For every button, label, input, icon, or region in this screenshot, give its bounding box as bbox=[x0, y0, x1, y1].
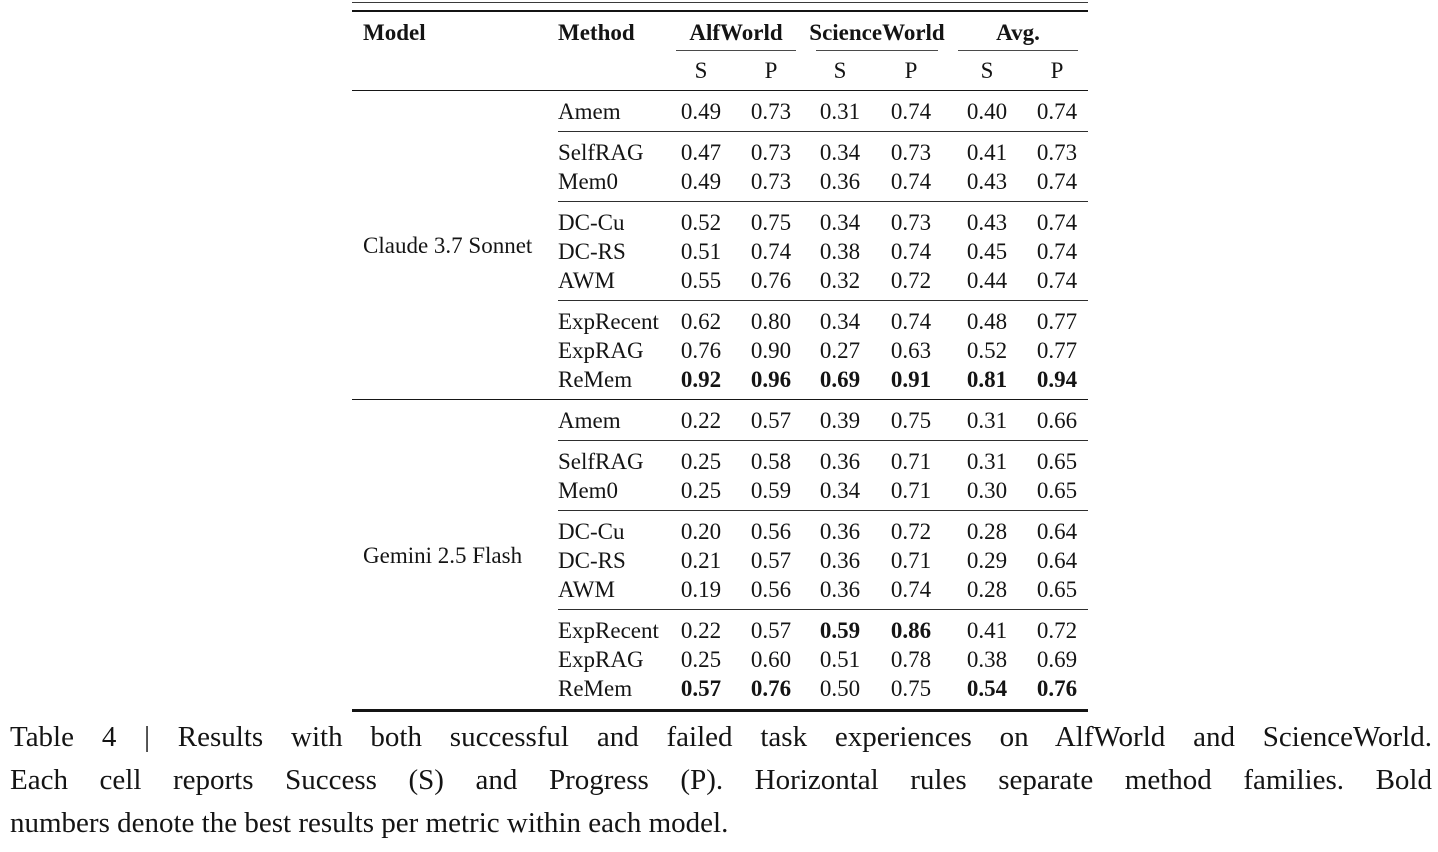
value-cell: 0.56 bbox=[750, 577, 792, 602]
value-cell: 0.94 bbox=[1036, 367, 1078, 392]
value-cell: 0.22 bbox=[666, 610, 736, 646]
value-cell: 0.69 bbox=[819, 367, 861, 392]
value-cell: 0.31 bbox=[948, 441, 1026, 477]
value-cell: 0.86 bbox=[874, 610, 948, 646]
value-cell: 0.73 bbox=[874, 132, 948, 168]
value-cell: 0.73 bbox=[1026, 132, 1088, 168]
value-cell: 0.57 bbox=[736, 400, 806, 441]
value-cell: 0.76 bbox=[750, 676, 792, 701]
subheader-alfworld-s: S bbox=[694, 58, 708, 83]
value-cell: 0.41 bbox=[948, 610, 1026, 646]
value-cell: 0.76 bbox=[680, 338, 722, 363]
value-cell: 0.34 bbox=[806, 202, 874, 238]
value-cell: 0.25 bbox=[666, 441, 736, 477]
value-cell: 0.58 bbox=[736, 441, 806, 477]
header-group-row bbox=[352, 11, 1088, 51]
value-cell: 0.65 bbox=[1036, 478, 1078, 503]
method-name: ExpRAG bbox=[558, 338, 644, 363]
value-cell: 0.43 bbox=[966, 169, 1008, 194]
value-cell: 0.29 bbox=[966, 548, 1008, 573]
value-cell: 0.80 bbox=[736, 301, 806, 337]
value-cell: 0.52 bbox=[666, 202, 736, 238]
value-cell: 0.49 bbox=[680, 99, 722, 124]
value-cell: 0.74 bbox=[890, 577, 932, 602]
method-name: ExpRecent bbox=[558, 610, 666, 646]
method-name: Amem bbox=[558, 99, 621, 124]
caption-line-2: Each cell reports Success (S) and Progress (P). Horizontal rules separate method families. Bold bbox=[10, 764, 1432, 796]
value-cell: 0.31 bbox=[819, 99, 861, 124]
value-cell: 0.74 bbox=[750, 239, 792, 264]
value-cell: 0.34 bbox=[806, 132, 874, 168]
value-cell: 0.74 bbox=[874, 301, 948, 337]
value-cell: 0.51 bbox=[680, 239, 722, 264]
value-cell: 0.81 bbox=[966, 367, 1008, 392]
value-cell: 0.60 bbox=[750, 647, 792, 672]
value-cell: 0.57 bbox=[736, 610, 806, 646]
column-group-alfworld bbox=[666, 11, 806, 51]
value-cell: 0.59 bbox=[750, 478, 792, 503]
group-label-scienceworld: ScienceWorld bbox=[809, 20, 945, 45]
value-cell: 0.54 bbox=[966, 676, 1008, 701]
value-cell: 0.65 bbox=[1036, 577, 1078, 602]
method-name: SelfRAG bbox=[558, 132, 666, 168]
value-cell: 0.74 bbox=[1036, 268, 1078, 293]
value-cell: 0.72 bbox=[874, 511, 948, 547]
method-name: DC-RS bbox=[558, 239, 626, 264]
value-cell: 0.73 bbox=[874, 202, 948, 238]
value-cell: 0.34 bbox=[806, 301, 874, 337]
value-cell: 0.72 bbox=[890, 268, 932, 293]
table-header bbox=[352, 11, 1088, 91]
value-cell: 0.25 bbox=[680, 478, 722, 503]
value-cell: 0.71 bbox=[890, 478, 932, 503]
value-cell: 0.28 bbox=[966, 577, 1008, 602]
value-cell: 0.64 bbox=[1036, 548, 1078, 573]
value-cell: 0.69 bbox=[1036, 647, 1078, 672]
model-block bbox=[352, 400, 1088, 711]
value-cell: 0.74 bbox=[890, 239, 932, 264]
value-cell: 0.34 bbox=[819, 478, 861, 503]
value-cell: 0.96 bbox=[750, 367, 792, 392]
table-row bbox=[352, 91, 1088, 132]
method-name: ReMem bbox=[558, 676, 633, 701]
caption-line-3: numbers denote the best results per metric within each model. bbox=[10, 807, 729, 839]
value-cell: 0.75 bbox=[890, 676, 932, 701]
value-cell: 0.74 bbox=[1036, 99, 1078, 124]
method-name: Mem0 bbox=[558, 169, 619, 194]
value-cell: 0.72 bbox=[1026, 610, 1088, 646]
value-cell: 0.27 bbox=[819, 338, 861, 363]
subheader-scienceworld-p: P bbox=[904, 58, 918, 83]
value-cell: 0.57 bbox=[680, 676, 722, 701]
method-name: ExpRAG bbox=[558, 647, 644, 672]
value-cell: 0.59 bbox=[806, 610, 874, 646]
value-cell: 0.78 bbox=[890, 647, 932, 672]
value-cell: 0.32 bbox=[819, 268, 861, 293]
method-name: Mem0 bbox=[558, 478, 619, 503]
method-name: Amem bbox=[558, 400, 666, 441]
value-cell: 0.77 bbox=[1026, 301, 1088, 337]
results-table-container bbox=[352, 2, 1088, 712]
value-cell: 0.55 bbox=[680, 268, 722, 293]
value-cell: 0.62 bbox=[666, 301, 736, 337]
value-cell: 0.91 bbox=[890, 367, 932, 392]
value-cell: 0.49 bbox=[680, 169, 722, 194]
value-cell: 0.36 bbox=[806, 441, 874, 477]
value-cell: 0.73 bbox=[750, 99, 792, 124]
value-cell: 0.41 bbox=[948, 132, 1026, 168]
column-group-avg bbox=[948, 11, 1088, 51]
results-table bbox=[352, 10, 1088, 712]
method-name: AWM bbox=[558, 577, 615, 602]
value-cell: 0.74 bbox=[1036, 239, 1078, 264]
model-name: Claude 3.7 Sonnet bbox=[363, 233, 533, 258]
value-cell: 0.45 bbox=[966, 239, 1008, 264]
method-name: AWM bbox=[558, 268, 615, 293]
value-cell: 0.38 bbox=[966, 647, 1008, 672]
value-cell: 0.64 bbox=[1026, 511, 1088, 547]
subheader-scienceworld-s: S bbox=[833, 58, 847, 83]
value-cell: 0.56 bbox=[736, 511, 806, 547]
value-cell: 0.76 bbox=[750, 268, 792, 293]
value-cell: 0.63 bbox=[890, 338, 932, 363]
value-cell: 0.74 bbox=[890, 169, 932, 194]
method-name: DC-Cu bbox=[558, 511, 666, 547]
method-name: ExpRecent bbox=[558, 301, 666, 337]
value-cell: 0.36 bbox=[819, 169, 861, 194]
value-cell: 0.36 bbox=[806, 511, 874, 547]
value-cell: 0.20 bbox=[666, 511, 736, 547]
value-cell: 0.74 bbox=[890, 99, 932, 124]
method-name: SelfRAG bbox=[558, 441, 666, 477]
method-name: DC-Cu bbox=[558, 202, 666, 238]
value-cell: 0.47 bbox=[666, 132, 736, 168]
value-cell: 0.36 bbox=[819, 548, 861, 573]
subheader-avg-s: S bbox=[980, 58, 994, 83]
group-label-alfworld: AlfWorld bbox=[689, 20, 783, 45]
value-cell: 0.51 bbox=[819, 647, 861, 672]
value-cell: 0.71 bbox=[890, 548, 932, 573]
value-cell: 0.39 bbox=[806, 400, 874, 441]
value-cell: 0.25 bbox=[680, 647, 722, 672]
value-cell: 0.43 bbox=[948, 202, 1026, 238]
value-cell: 0.36 bbox=[819, 577, 861, 602]
value-cell: 0.40 bbox=[966, 99, 1008, 124]
value-cell: 0.44 bbox=[966, 268, 1008, 293]
value-cell: 0.52 bbox=[966, 338, 1008, 363]
value-cell: 0.75 bbox=[736, 202, 806, 238]
table-caption bbox=[10, 716, 1432, 845]
value-cell: 0.75 bbox=[874, 400, 948, 441]
value-cell: 0.50 bbox=[819, 676, 861, 701]
value-cell: 0.71 bbox=[874, 441, 948, 477]
value-cell: 0.21 bbox=[680, 548, 722, 573]
table-row bbox=[352, 400, 1088, 441]
caption-line-1: Table 4 | Results with both successful and failed task experiences on AlfWorld and ScienceWorld. bbox=[10, 721, 1432, 753]
method-name: DC-RS bbox=[558, 548, 626, 573]
value-cell: 0.74 bbox=[1026, 202, 1088, 238]
subheader-avg-p: P bbox=[1050, 58, 1064, 83]
value-cell: 0.57 bbox=[750, 548, 792, 573]
value-cell: 0.77 bbox=[1036, 338, 1078, 363]
value-cell: 0.74 bbox=[1036, 169, 1078, 194]
value-cell: 0.73 bbox=[750, 169, 792, 194]
value-cell: 0.48 bbox=[948, 301, 1026, 337]
value-cell: 0.30 bbox=[966, 478, 1008, 503]
value-cell: 0.38 bbox=[819, 239, 861, 264]
model-block bbox=[352, 91, 1088, 400]
value-cell: 0.73 bbox=[736, 132, 806, 168]
value-cell: 0.90 bbox=[750, 338, 792, 363]
value-cell: 0.66 bbox=[1026, 400, 1088, 441]
column-header-method: Method bbox=[558, 20, 635, 45]
group-label-avg: Avg. bbox=[996, 20, 1040, 45]
column-header-model: Model bbox=[363, 20, 426, 45]
value-cell: 0.28 bbox=[948, 511, 1026, 547]
value-cell: 0.31 bbox=[948, 400, 1026, 441]
column-group-scienceworld bbox=[806, 11, 948, 51]
value-cell: 0.92 bbox=[680, 367, 722, 392]
value-cell: 0.76 bbox=[1036, 676, 1078, 701]
value-cell: 0.19 bbox=[680, 577, 722, 602]
method-name: ReMem bbox=[558, 367, 633, 392]
value-cell: 0.22 bbox=[666, 400, 736, 441]
model-name: Gemini 2.5 Flash bbox=[352, 400, 558, 711]
subheader-alfworld-p: P bbox=[764, 58, 778, 83]
value-cell: 0.65 bbox=[1026, 441, 1088, 477]
